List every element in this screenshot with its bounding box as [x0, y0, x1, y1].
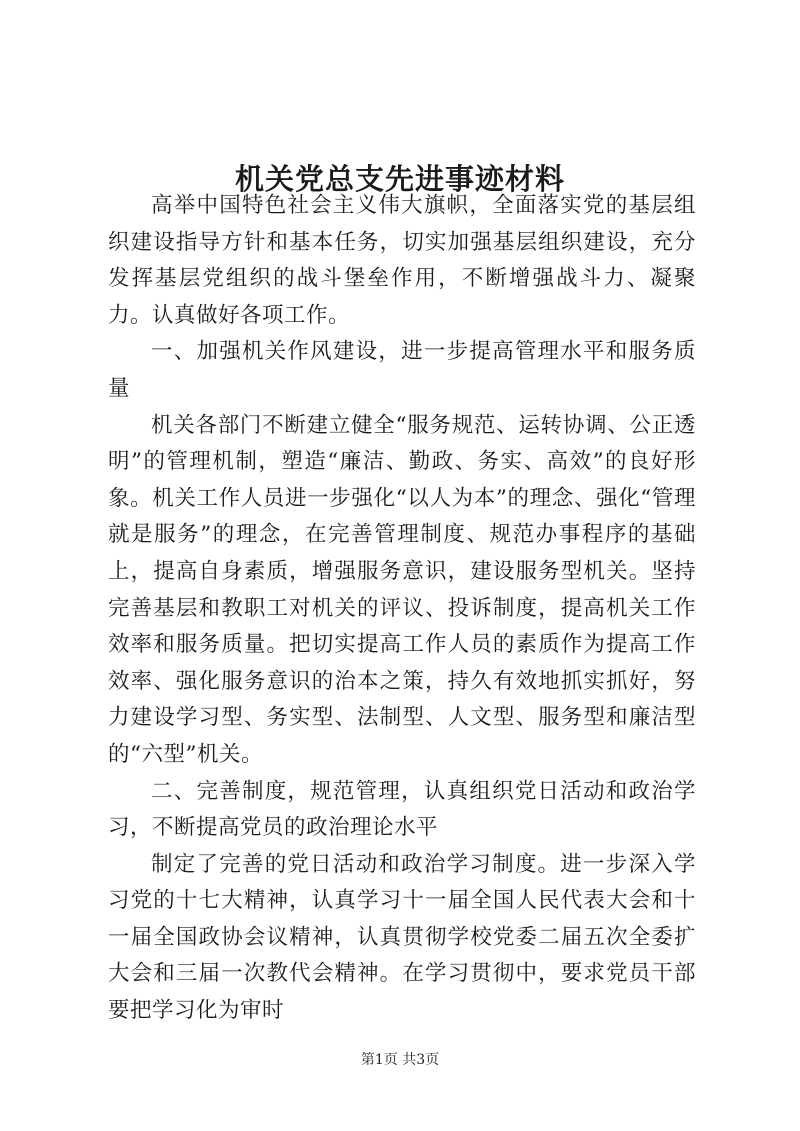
section-heading-1: 一、加强机关作风建设，进一步提高管理水平和服务质量: [108, 339, 696, 401]
section-heading-2: 二、完善制度，规范管理，认真组织党日活动和政治学习，不断提高党员的政治理论水平: [108, 778, 696, 841]
section-1-paragraph: 机关各部门不断建立健全“服务规范、运转协调、公正透明”的管理机制，塑造“廉洁、勤政、务实、高效”的良好形象。机关工作人员进一步强化“以人为本”的理念、强化“管理就是服务”的理念，在完善管理制度、规范办事程序的基础上，提高自身素质，增强服务意识，建设服务型机关。坚持完善基层和教职工对机关的评议、投诉制度，提高机关工作效率和服务质量。把切实提高工作人员的素质作为提高工作效率、强化服务意识的治本之策，持久有效地抓实抓好，努力建设学习型、务实型、法制型、人文型、服务型和廉洁型的“六型”机关。: [108, 412, 696, 767]
page-number-footer: 第1页 共3页: [360, 1052, 440, 1068]
document-body: [108, 188, 696, 1030]
intro-paragraph: 高举中国特色社会主义伟大旗帜，全面落实党的基层组织建设指导方针和基本任务，切实加强基层组织建设，充分发挥基层党组织的战斗堡垒作用，不断增强战斗力、凝聚力。认真做好各项工作。: [108, 193, 696, 328]
document-title: 机关党总支先进事迹材料: [234, 162, 565, 197]
section-2-paragraph: 制定了完善的党日活动和政治学习制度。进一步深入学习党的十七大精神，认真学习十一届全国人民代表大会和十一届全国政协会议精神，认真贯彻学校党委二届五次全委扩大会和三届一次教代会精神。在学习贯彻中，要求党员干部要把学习化为审时: [108, 851, 696, 1024]
